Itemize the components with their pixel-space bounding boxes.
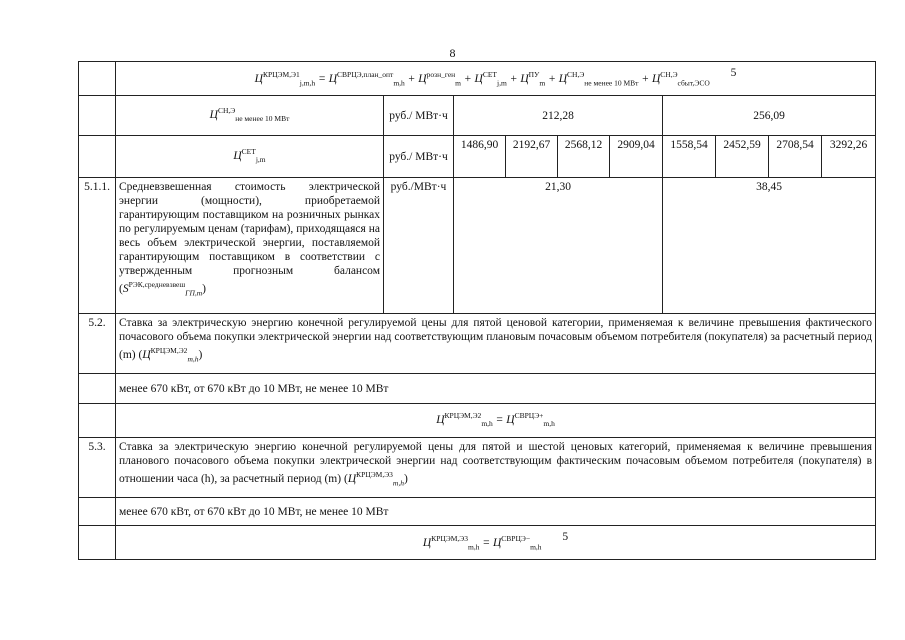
tariff-table [78, 61, 876, 560]
footnote-ref-5: 5 [730, 67, 737, 80]
item-description-text: Средневзвешенная стоимость электрической энергии (мощности), приобретаемой гарантирующим поставщиком на розничных рынках по регулируемым ценам (тарифам), приходящаяся на весь объем электрической энергии, поставляемой гарантирующим поставщиком в соответствии с утвержденным прогнозным балансом [119, 181, 380, 277]
item-description [116, 314, 876, 374]
set-symbol: $Ц^{СЕТ}_{j,m}$ [116, 136, 384, 178]
item-symbol: $(S^{РЭК,средневзвеш}_{ГП,m})$ [119, 280, 206, 298]
sn-value-2: 256,09 [663, 96, 876, 136]
set-unit: руб./ МВт·ч [384, 136, 454, 178]
item-description [116, 178, 384, 314]
set-value: 3292,26 [822, 136, 876, 178]
formula-krcem-e1 [116, 62, 876, 96]
row-5-2-levels [79, 374, 876, 404]
page-number: 8 [449, 46, 456, 60]
item-number: 5.1.1. [79, 178, 116, 314]
sn-unit: руб./ МВт·ч [384, 96, 454, 136]
formula-math: $Ц^{КРЦЭМ,Э1}_{j,m,h} = Ц^{СВРЦЭ,план\_опт}_{m,h} + Ц^{розн\_ген}_m + Ц^{СЕТ}_{j,m} + Ц^{ПУ}_m + Ц^{СН,Э}_{не менее 10 МВт} + Ц^{СН,Э}_{сбыт,ЭСО}$ [254, 70, 710, 88]
item-number: 5.2. [79, 314, 116, 374]
formula-row [79, 62, 876, 96]
item-number: 5.3. [79, 438, 116, 498]
item-description-text: Ставка за электрическую энергию конечной регулируемой цены для пятой ценовой категории, применяемая к величине превышения фактического почасового объема покупки электрической энергии над соответствующим плановым почасовым объемом потребителя (покупателя) за расчетный период (m) [119, 317, 873, 361]
voltage-levels: менее 670 кВт, от 670 кВт до 10 МВт, не менее 10 МВт [116, 374, 876, 404]
set-value: 2708,54 [769, 136, 822, 178]
voltage-levels: менее 670 кВт, от 670 кВт до 10 МВт, не менее 10 МВт [116, 498, 876, 526]
row-5-3-levels [79, 498, 876, 526]
row-5-3 [79, 438, 876, 498]
footnote-ref-5: 5 [562, 531, 569, 544]
set-value: 1558,54 [663, 136, 716, 178]
item-value-2: 38,45 [663, 178, 876, 314]
item-description [116, 438, 876, 498]
set-value: 1486,90 [454, 136, 506, 178]
sn-symbol: $Ц^{СН,Э}_{не менее 10 МВт}$ [116, 96, 384, 136]
set-value: 2192,67 [506, 136, 558, 178]
row-5-2 [79, 314, 876, 374]
formula-krcem-e2: $Ц^{КРЦЭМ,Э2}_{m,h} = Ц^{СВРЦЭ+}_{m,h}$ [116, 404, 876, 438]
item-value-1: 21,30 [454, 178, 663, 314]
row-5-3-formula [79, 526, 876, 560]
sn-value-1: 212,28 [454, 96, 663, 136]
row-5-2-formula [79, 404, 876, 438]
set-value: 2452,59 [716, 136, 769, 178]
row-5-1-1 [79, 178, 876, 314]
sn-row [79, 96, 876, 136]
item-symbol: $(Ц^{КРЦЭМ,Э2}_{m,h})$ [138, 346, 203, 364]
set-row [79, 136, 876, 178]
item-description-text: Ставка за электрическую энергию конечной регулируемой цены для пятой и шестой ценовых категорий, применяемая к величине превышения планового почасового объема покупки электрической энергии над соответствующим фактическим почасовым объемом потребителя (покупателя) в отношении часа (h), за расчетный период (m) [119, 441, 873, 485]
set-value: 2568,12 [558, 136, 610, 178]
item-unit: руб./МВт·ч [384, 178, 454, 314]
item-symbol: $(Ц^{КРЦЭМ,Э3}_{m,h})$ [343, 470, 408, 488]
formula-krcem-e3: $Ц^{КРЦЭМ,Э3}_{m,h} = Ц^{СВРЦЭ-}_{m,h}$ 5 [116, 526, 876, 560]
set-value: 2909,04 [610, 136, 663, 178]
